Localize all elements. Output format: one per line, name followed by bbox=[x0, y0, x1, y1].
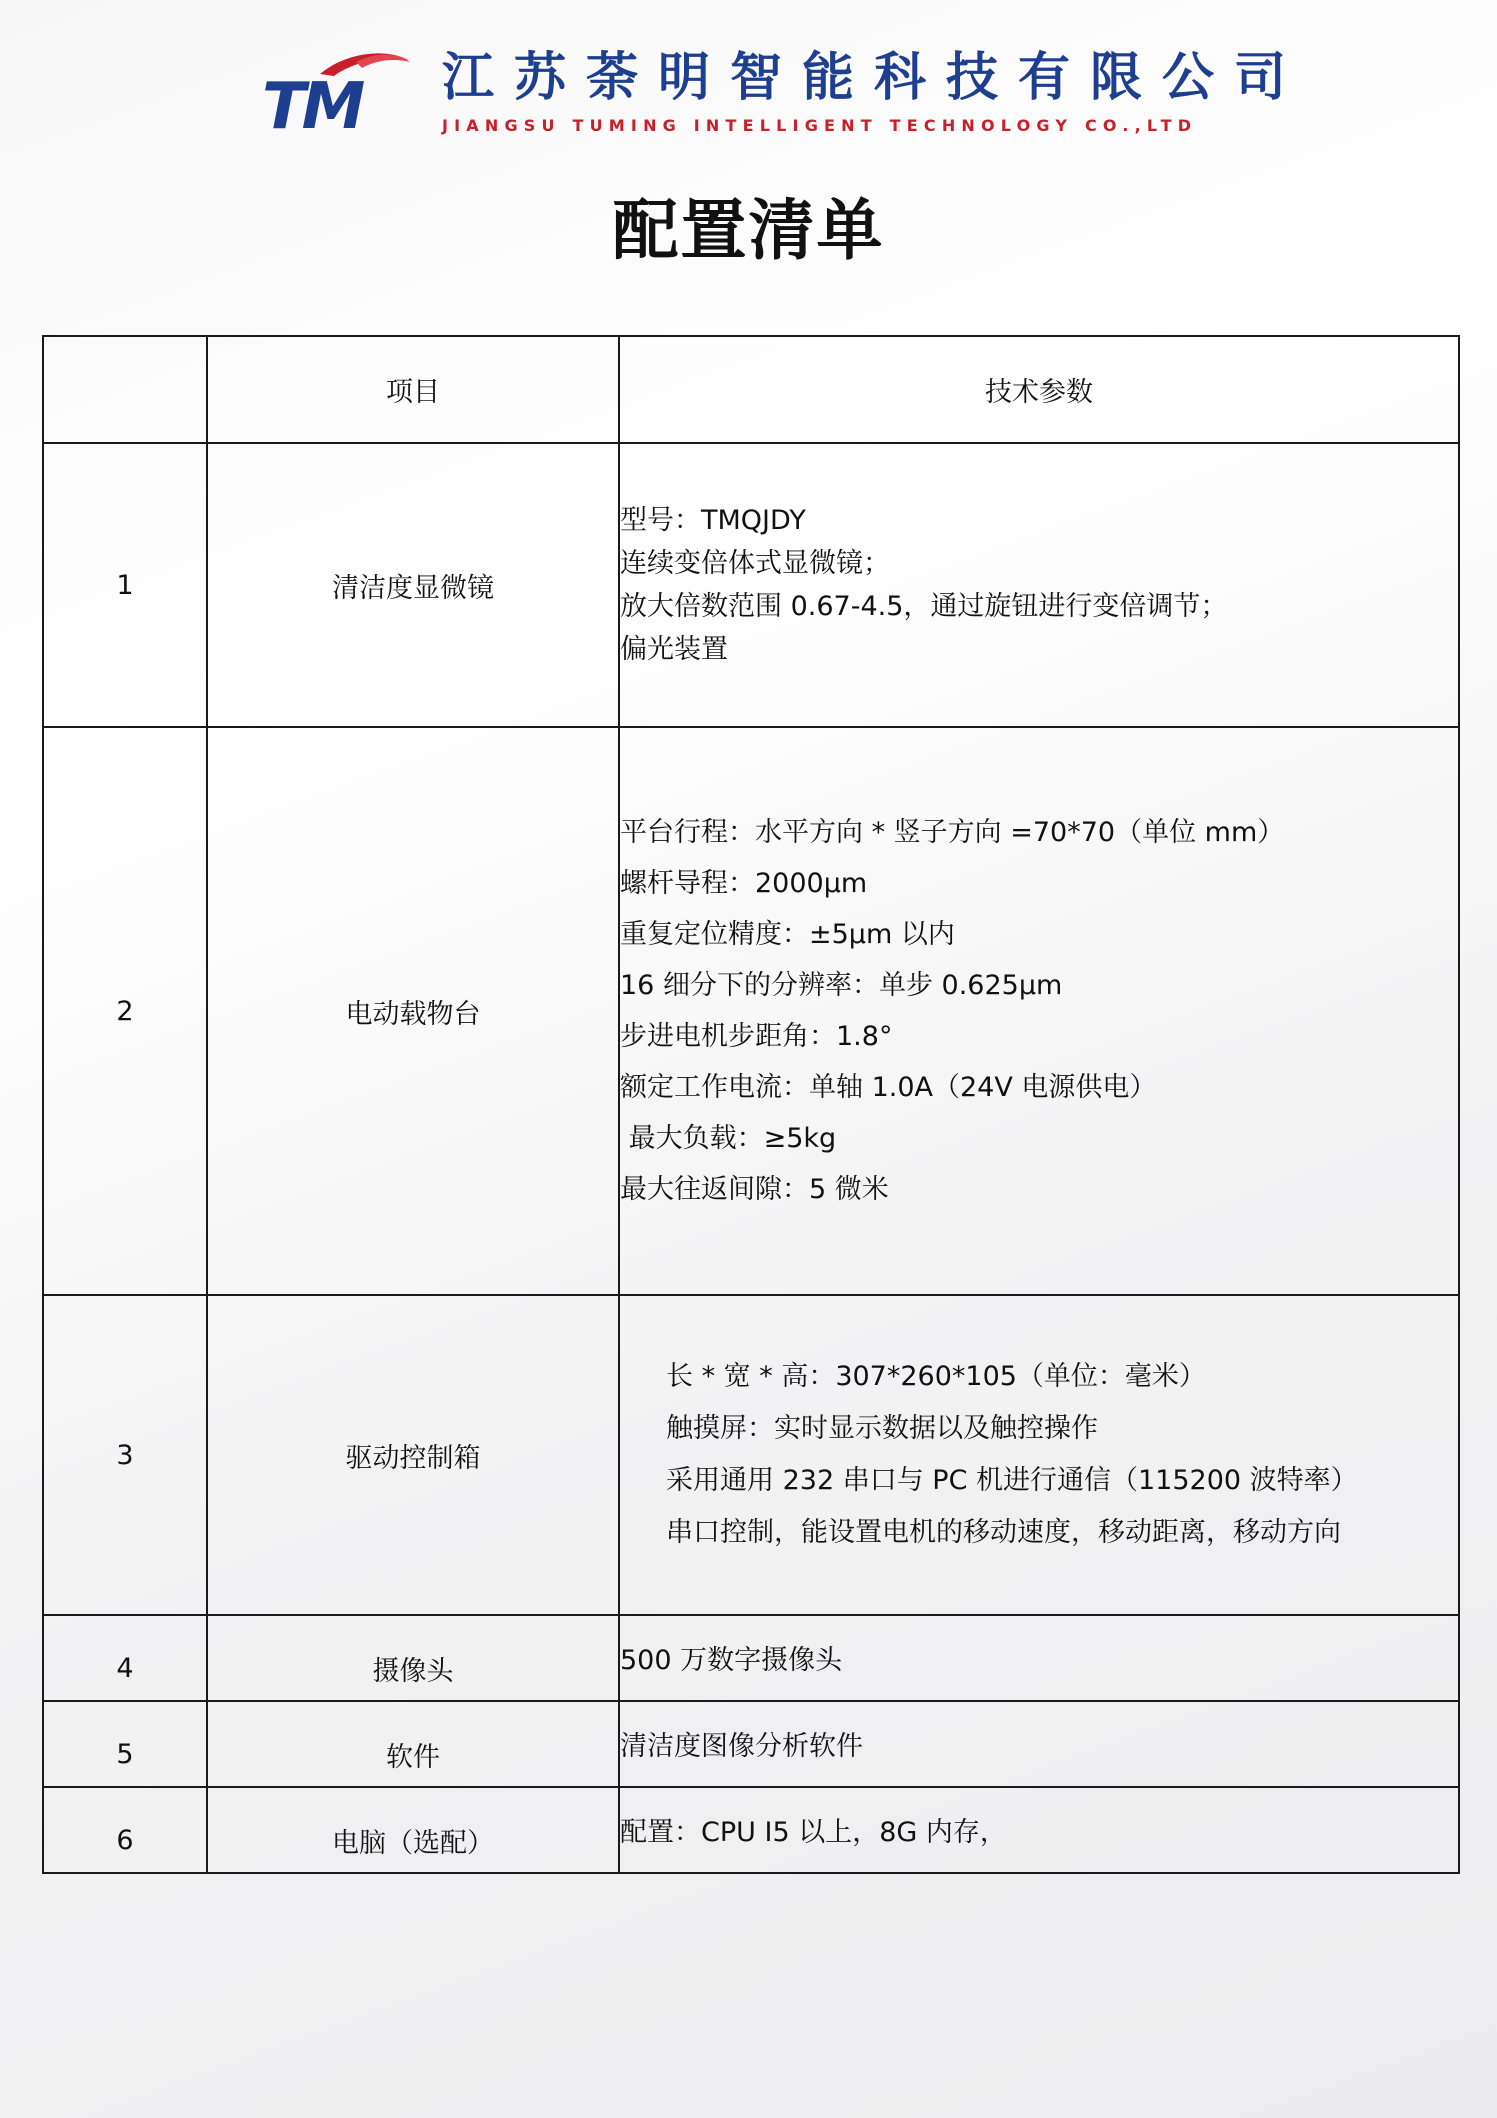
header-tech-params: 技术参数 bbox=[619, 336, 1459, 443]
table-row bbox=[43, 1701, 1459, 1787]
spec-line: 平台行程：水平方向 * 竖子方向 =70*70（单位 mm） bbox=[620, 817, 1285, 848]
spec-line: 最大往返间隙：5 微米 bbox=[620, 1174, 889, 1205]
spec-line: 额定工作电流：单轴 1.0A（24V 电源供电） bbox=[620, 1072, 1157, 1103]
row-item: 驱动控制箱 bbox=[207, 1295, 619, 1615]
row-number: 3 bbox=[43, 1295, 207, 1615]
company-name-cn: 江苏荼明智能科技有限公司 bbox=[442, 48, 1307, 108]
configuration-table bbox=[42, 335, 1460, 1874]
row-specs bbox=[619, 1787, 1459, 1873]
row-number: 4 bbox=[43, 1615, 207, 1701]
row-number: 2 bbox=[43, 727, 207, 1295]
header-number bbox=[43, 336, 207, 443]
company-name-en: JIANGSU TUMING INTELLIGENT TECHNOLOGY CO.,LTD bbox=[442, 116, 1198, 135]
spec-line: 偏光装置 bbox=[620, 634, 728, 665]
spec-line: 500 万数字摄像头 bbox=[620, 1645, 843, 1676]
spec-line: 型号：TMQJDY bbox=[620, 505, 806, 536]
company-logo bbox=[258, 46, 433, 136]
spec-line: 长 * 宽 * 高：307*260*105（单位：毫米） bbox=[666, 1361, 1206, 1392]
spec-line: 螺杆导程：2000μm bbox=[620, 868, 868, 899]
header-item: 项目 bbox=[207, 336, 619, 443]
spec-line: 步进电机步距角：1.8° bbox=[620, 1021, 893, 1052]
spec-line: 触摸屏：实时显示数据以及触控操作 bbox=[666, 1413, 1098, 1444]
table-row bbox=[43, 1787, 1459, 1873]
row-specs bbox=[619, 1615, 1459, 1701]
row-specs bbox=[619, 727, 1459, 1295]
row-item: 软件 bbox=[207, 1701, 619, 1787]
spec-line: 串口控制，能设置电机的移动速度，移动距离，移动方向 bbox=[666, 1517, 1341, 1548]
row-specs bbox=[619, 443, 1459, 727]
spec-line: 最大负载：≥5kg bbox=[620, 1123, 837, 1154]
row-specs bbox=[619, 1295, 1459, 1615]
row-specs bbox=[619, 1701, 1459, 1787]
table-row bbox=[43, 443, 1459, 727]
spec-line: 放大倍数范围 0.67-4.5，通过旋钮进行变倍调节； bbox=[620, 591, 1228, 622]
row-number: 5 bbox=[43, 1701, 207, 1787]
row-number: 1 bbox=[43, 443, 207, 727]
logo-text: TM bbox=[262, 70, 362, 136]
spec-line: 重复定位精度：±5μm 以内 bbox=[620, 919, 955, 950]
spec-line: 16 细分下的分辨率：单步 0.625μm bbox=[620, 970, 1063, 1001]
spec-line: 配置：CPU I5 以上，8G 内存， bbox=[620, 1817, 1007, 1848]
row-item: 电动载物台 bbox=[207, 727, 619, 1295]
row-item: 摄像头 bbox=[207, 1615, 619, 1701]
table-header-row bbox=[43, 336, 1459, 443]
row-item: 清洁度显微镜 bbox=[207, 443, 619, 727]
spec-line: 采用通用 232 串口与 PC 机进行通信（115200 波特率） bbox=[666, 1465, 1358, 1496]
table-row bbox=[43, 1615, 1459, 1701]
spec-line: 清洁度图像分析软件 bbox=[620, 1731, 863, 1762]
company-header bbox=[0, 0, 1497, 150]
table-row bbox=[43, 727, 1459, 1295]
spec-line: 连续变倍体式显微镜； bbox=[620, 548, 890, 579]
table-row bbox=[43, 1295, 1459, 1615]
document-title: 配置清单 bbox=[612, 192, 885, 269]
row-item: 电脑（选配） bbox=[207, 1787, 619, 1873]
row-number: 6 bbox=[43, 1787, 207, 1873]
